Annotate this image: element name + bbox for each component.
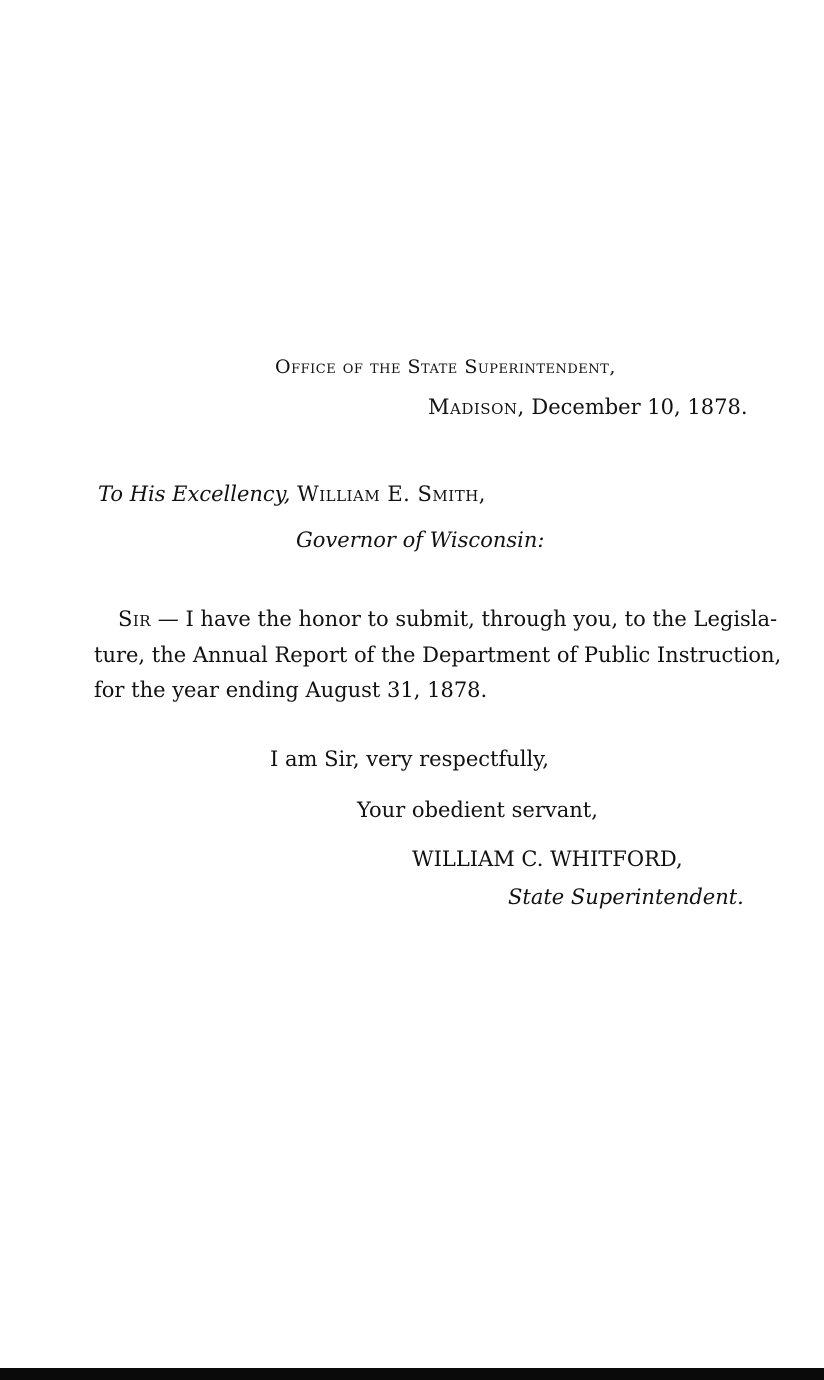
place-name: Madison, (428, 395, 525, 419)
body-text-1: — I have the honor to submit, through you, to the Legisla- (151, 607, 778, 631)
body-line-1 (118, 606, 777, 632)
addressee-title: Governor of Wisconsin: (296, 528, 545, 552)
letter-date: December 10, 1878. (531, 395, 748, 419)
signer-title: State Superintendent. (508, 885, 744, 909)
dateline (428, 394, 748, 420)
body-line-3: for the year ending August 31, 1878. (94, 678, 488, 702)
closing-line-2: Your obedient servant, (357, 798, 598, 822)
body-line-2: ture, the Annual Report of the Department of Public Instruction, (94, 643, 782, 667)
signer-name: WILLIAM C. WHITFORD, (412, 847, 683, 871)
page-bottom-border (0, 1368, 824, 1380)
office-heading: Office of the State Superintendent, (275, 356, 616, 378)
salutation: Sir (118, 607, 152, 631)
addressee-line (98, 481, 486, 507)
addressee-prefix: To His Excellency, (98, 482, 291, 506)
closing-line-1: I am Sir, very respectfully, (270, 747, 549, 771)
addressee-name: William E. Smith, (297, 482, 486, 506)
